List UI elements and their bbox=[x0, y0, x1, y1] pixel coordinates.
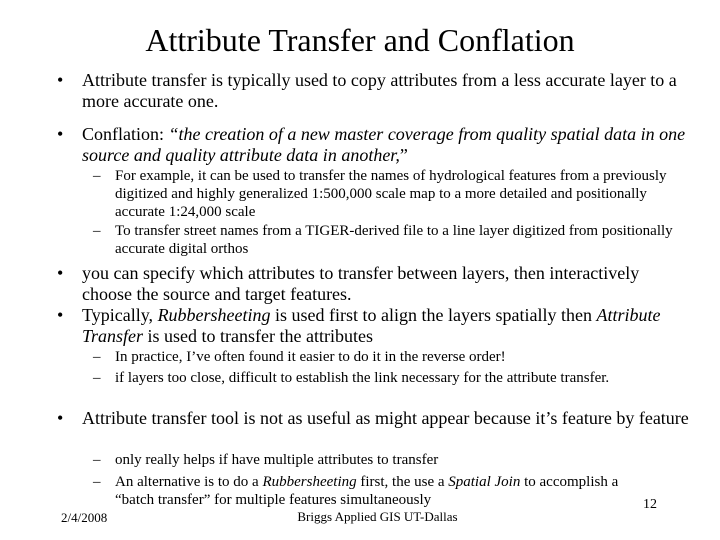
subbullet-layers-too-close bbox=[93, 369, 695, 387]
rubbersheeting-term: Rubbersheeting bbox=[157, 305, 271, 325]
bullet-text: you can specify which attributes to transfer between layers, then interactively choose the source and target features. bbox=[82, 263, 640, 304]
slide-number: 12 bbox=[643, 497, 657, 512]
slide-title: Attribute Transfer and Conflation bbox=[145, 22, 575, 58]
subbullet-text: if layers too close, difficult to establish the link necessary for the attribute transfer. bbox=[115, 370, 610, 386]
bullet-rubbersheeting-first bbox=[57, 305, 692, 347]
spatial-join-term: Spatial Join bbox=[448, 474, 521, 490]
subbullet-marker: – bbox=[93, 452, 101, 468]
bullet-marker: • bbox=[57, 408, 64, 428]
bullet-marker: • bbox=[57, 124, 64, 144]
bullet-marker: • bbox=[57, 305, 64, 325]
bullet-feature-by-feature bbox=[57, 408, 692, 429]
bullet-text-1: Typically, bbox=[82, 305, 158, 325]
subbullet-text: In practice, I’ve often found it easier to do it in the reverse order! bbox=[115, 349, 506, 365]
footer-course: Briggs Applied GIS UT-Dallas bbox=[297, 509, 458, 524]
subbullet-text-2: first, the use a bbox=[356, 474, 449, 490]
subbullet-text: For example, it can be used to transfer the names of hydrological features from a previously digitized and highly generalized 1:500,000 scale map to a more detailed and positionally accurate 1:24,000 scale bbox=[115, 168, 667, 220]
footer-date: 2/4/2008 bbox=[61, 510, 108, 525]
subbullet-reverse-order bbox=[93, 348, 695, 366]
bullet-text: Attribute transfer is typically used to copy attributes from a less accurate layer to a more accurate one. bbox=[82, 70, 677, 111]
subbullet-multiple-attributes bbox=[93, 451, 695, 469]
subbullet-marker: – bbox=[93, 349, 101, 365]
subbullet-example-hydrological bbox=[93, 167, 695, 221]
subbullet-text-3: to accomplish a “batch transfer” for multiple features simultaneously bbox=[115, 474, 619, 508]
attribute-transfer-term: Attribute Transfer bbox=[82, 305, 661, 346]
bullet-text-3: is used to transfer the attributes bbox=[143, 326, 373, 346]
bullet-text-prefix: Conflation: bbox=[82, 124, 169, 144]
bullet-marker: • bbox=[57, 70, 64, 90]
subbullet-street-names bbox=[93, 222, 695, 258]
bullet-text: Attribute transfer tool is not as useful as might appear because it’s feature by feature bbox=[82, 408, 689, 428]
subbullet-marker: – bbox=[93, 168, 101, 184]
subbullet-marker: – bbox=[93, 474, 101, 490]
bullet-text-2: is used first to align the layers spatially then bbox=[270, 305, 597, 325]
bullet-marker: • bbox=[57, 263, 64, 283]
conflation-quote: “the creation of a new master coverage from quality spatial data in one source and quality attribute data in another, bbox=[82, 124, 686, 165]
bullet-attribute-transfer bbox=[57, 70, 692, 112]
subbullet-marker: – bbox=[93, 223, 101, 239]
rubbersheeting-term: Rubbersheeting bbox=[262, 474, 357, 490]
subbullet-marker: – bbox=[93, 370, 101, 386]
bullet-text-suffix: ” bbox=[399, 145, 408, 165]
subbullet-spatial-join bbox=[93, 473, 625, 509]
bullet-specify-attributes bbox=[57, 263, 692, 305]
bullet-conflation bbox=[57, 124, 692, 166]
subbullet-text: only really helps if have multiple attributes to transfer bbox=[115, 452, 439, 468]
subbullet-text: To transfer street names from a TIGER-derived file to a line layer digitized from positionally accurate digital orthos bbox=[115, 223, 673, 257]
subbullet-text-1: An alternative is to do a bbox=[115, 474, 263, 490]
